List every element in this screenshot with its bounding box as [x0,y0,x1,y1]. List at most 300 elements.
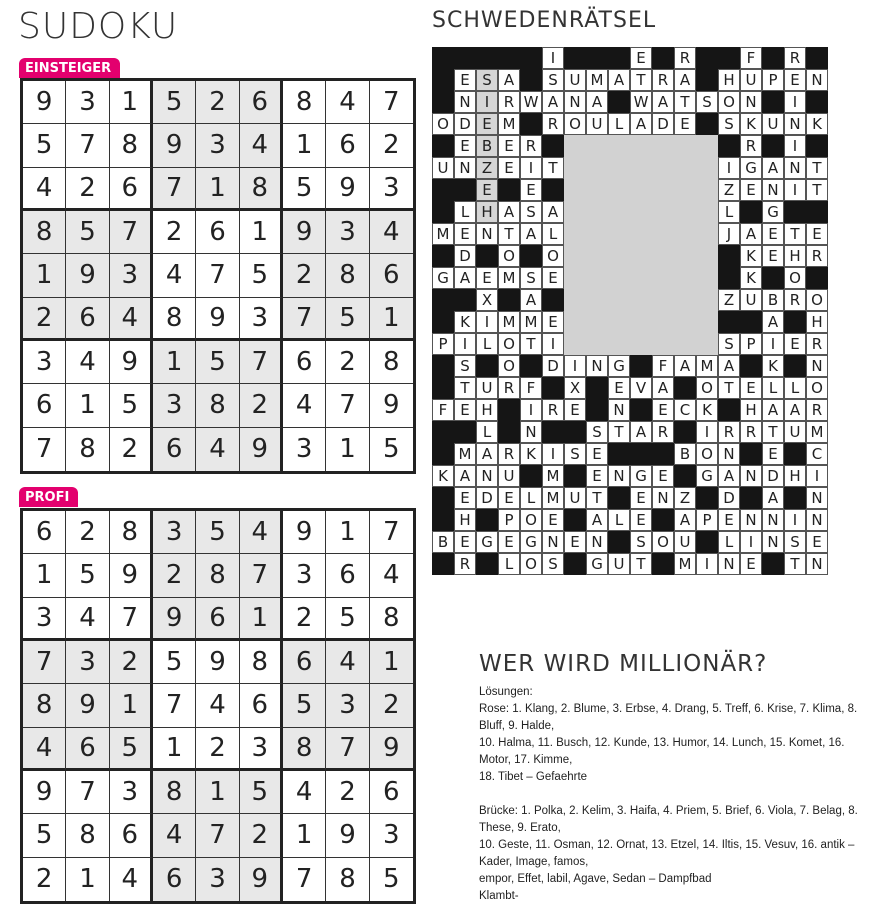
crossword-cell: G [520,531,542,553]
crossword-cell: G [630,465,652,487]
sudoku-cell: 4 [110,858,153,901]
sudoku-cell: 4 [283,771,326,814]
crossword-cell: N [806,355,828,377]
sudoku-cell: 9 [153,124,196,167]
crossword-cell: E [630,487,652,509]
sudoku-cell: 3 [326,211,369,254]
crossword-cell: E [476,267,498,289]
crossword-cell: M [498,311,520,333]
sudoku-cell: 4 [153,254,196,297]
sudoku-cell: 8 [326,254,369,297]
sudoku-cell: 6 [326,124,369,167]
sudoku-cell: 6 [370,771,413,814]
crossword-cell: W [520,91,542,113]
sudoku-cell: 2 [283,254,326,297]
sudoku-cell: 3 [370,168,413,211]
crossword-cell: O [696,443,718,465]
crossword-cell: K [740,245,762,267]
crossword-cell: P [498,509,520,531]
sudoku-cell: 2 [110,428,153,471]
crossword-cell: L [608,113,630,135]
crossword-cell: S [564,443,586,465]
sudoku-cell: 4 [370,554,413,597]
sudoku-cell: 7 [283,858,326,901]
crossword-cell: S [454,355,476,377]
crossword-cell: E [740,377,762,399]
crossword-cell: G [762,201,784,223]
crossword-cell: E [630,509,652,531]
crossword-cell: U [476,377,498,399]
quiz-title: WER WIRD MILLIONÄR? [479,651,768,677]
crossword-cell: I [520,399,542,421]
crossword-cell: D [542,355,564,377]
crossword-cell: A [762,487,784,509]
crossword-cell: E [454,399,476,421]
crossword-cell: K [454,311,476,333]
sudoku-cell: 4 [196,684,239,727]
sudoku-cell: 1 [153,341,196,384]
crossword-cell: G [432,267,454,289]
sudoku-cell: 5 [383,434,400,465]
sudoku-cell: 1 [240,211,283,254]
sudoku-cell: 7 [326,384,369,427]
sudoku-cell: 1 [283,814,326,857]
crossword-cell: S [696,91,718,113]
crossword-cell: R [674,47,696,69]
crossword-cell: E [586,465,608,487]
crossword-cell: L [520,487,542,509]
crossword-cell: O [520,509,542,531]
crossword-cell: E [564,399,586,421]
sudoku-cell: 8 [153,298,196,341]
crossword-cell: E [586,443,608,465]
sudoku-cell: 3 [153,384,196,427]
sudoku-cell: 4 [153,814,196,857]
sudoku-cell: 5 [66,211,109,254]
crossword-cell: D [454,113,476,135]
crossword-cell: N [718,553,740,575]
sudoku-cell: 7 [110,598,153,641]
crossword-cell: H [784,465,806,487]
crossword-cell: E [542,267,564,289]
crossword-cell: O [718,91,740,113]
crossword-cell: I [784,91,806,113]
crossword-cell: N [762,179,784,201]
sudoku-cell: 8 [240,168,283,211]
crossword-cell: D [762,465,784,487]
sudoku-cell: 6 [66,298,109,341]
sudoku-cell: 8 [326,858,369,901]
crossword-cell: D [454,245,476,267]
sudoku-cell: 2 [23,298,66,341]
level-badge-einsteiger: EINSTEIGER [19,58,120,78]
crossword-cell: E [674,113,696,135]
crossword-cell: H [740,399,762,421]
crossword-cell: I [476,311,498,333]
crossword-cell: X [564,377,586,399]
crossword-cell: T [784,553,806,575]
crossword-grid [432,47,828,575]
crossword-cell: S [718,113,740,135]
crossword-cell: B [476,135,498,157]
crossword-cell: S [542,69,564,91]
quiz-solutions [479,684,863,905]
sudoku-cell: 4 [283,384,326,427]
sudoku-cell: 5 [196,341,239,384]
sudoku-cell: 7 [326,728,369,771]
sudoku-cell: 5 [153,641,196,684]
crossword-cell: F [432,399,454,421]
crossword-cell: X [476,289,498,311]
crossword-cell: N [806,487,828,509]
solution-line: Klambt- [479,890,519,902]
sudoku-cell: 4 [66,598,109,641]
crossword-cell: E [784,69,806,91]
crossword-cell: L [762,377,784,399]
crossword-cell: A [740,223,762,245]
crossword-cell: M [498,267,520,289]
sudoku-cell: 6 [66,728,109,771]
crossword-cell: T [806,157,828,179]
sudoku-cell: 8 [66,428,109,471]
crossword-cell: E [454,223,476,245]
sudoku-cell: 6 [153,858,196,901]
sudoku-cell: 8 [110,511,153,554]
crossword-cell: O [784,267,806,289]
crossword-cell: M [454,443,476,465]
crossword-cell: A [718,355,740,377]
crossword-cell: H [718,69,740,91]
sudoku-cell: 5 [23,814,66,857]
solution-line: Rose: 1. Klang, 2. Blume, 3. Erbse, 4. Drang, 5. Treff, 6. Krise, 7. Klima, 8. Bluff, 9. Halde, [479,703,858,732]
sudoku-cell: 6 [110,168,153,211]
sudoku-cell: 8 [196,384,239,427]
crossword-cell: N [520,421,542,443]
sudoku-cell: 2 [196,728,239,771]
sudoku-cell: 3 [370,814,413,857]
sudoku-cell: 8 [153,771,196,814]
sudoku-cell: 9 [110,554,153,597]
crossword-cell: P [432,333,454,355]
sudoku-title: SUDOKU [18,6,179,47]
crossword-cell: A [630,113,652,135]
crossword-cell: L [454,201,476,223]
crossword-cell: G [586,553,608,575]
crossword-cell: E [498,157,520,179]
crossword-cell: E [630,47,652,69]
sudoku-cell: 8 [110,124,153,167]
sudoku-cell: 6 [283,341,326,384]
crossword-cell: O [542,245,564,267]
crossword-cell: R [652,421,674,443]
crossword-cell: U [586,113,608,135]
sudoku-cell: 3 [283,554,326,597]
crossword-cell: R [652,69,674,91]
crossword-cell: A [520,289,542,311]
crossword-cell: N [762,531,784,553]
sudoku-cell: 7 [66,124,109,167]
crossword-cell: W [630,91,652,113]
crossword-cell: U [564,69,586,91]
crossword-cell: A [674,355,696,377]
crossword-cell: T [498,223,520,245]
sudoku-cell: 2 [326,771,369,814]
sudoku-cell: 3 [66,641,109,684]
sudoku-cell: 7 [370,81,413,124]
sudoku-cell: 1 [240,598,283,641]
sudoku-cell: 9 [153,598,196,641]
sudoku-cell: 9 [196,641,239,684]
crossword-cell: C [674,399,696,421]
crossword-cell: T [806,179,828,201]
crossword-cell: I [542,47,564,69]
crossword-cell: N [564,91,586,113]
crossword-cell: A [674,69,696,91]
sudoku-cell: 9 [326,814,369,857]
crossword-cell: N [652,487,674,509]
crossword-cell: I [542,443,564,465]
crossword-cell: A [454,465,476,487]
sudoku-cell: 5 [110,728,153,771]
sudoku-cell: 7 [196,254,239,297]
sudoku-cell: 1 [110,684,153,727]
crossword-cell: F [652,355,674,377]
sudoku-cell: 4 [326,81,369,124]
crossword-cell: E [454,135,476,157]
sudoku-cell: 5 [283,684,326,727]
crossword-cell: I [740,531,762,553]
sudoku-cell: 2 [370,124,413,167]
crossword-cell: M [674,553,696,575]
crossword-cell: K [740,267,762,289]
sudoku-grid-einsteiger [20,78,416,474]
crossword-cell: U [740,69,762,91]
sudoku-cell: 8 [196,554,239,597]
crossword-cell: T [630,69,652,91]
crossword-cell: R [498,443,520,465]
crossword-cell: T [542,157,564,179]
sudoku-cell: 1 [283,124,326,167]
crossword-cell: A [586,91,608,113]
crossword-cell: R [784,47,806,69]
sudoku-cell: 4 [66,341,109,384]
crossword-cell: E [762,223,784,245]
sudoku-cell: 5 [326,598,369,641]
crossword-cell: A [784,399,806,421]
crossword-cell: T [608,421,630,443]
crossword-cell: A [520,223,542,245]
crossword-cell: S [520,267,542,289]
crossword-cell: O [652,531,674,553]
level-badge-profi: PROFI [19,487,78,507]
sudoku-cell: 5 [240,254,283,297]
crossword-cell: N [718,443,740,465]
sudoku-cell: 8 [370,341,413,384]
crossword-cell: N [740,509,762,531]
crossword-cell: R [740,421,762,443]
sudoku-cell: 7 [23,641,66,684]
sudoku-cell: 6 [240,684,283,727]
crossword-cell: O [498,245,520,267]
crossword-cell: E [454,531,476,553]
sudoku-cell: 5 [196,511,239,554]
crossword-cell: T [762,421,784,443]
sudoku-cell: 1 [23,254,66,297]
sudoku-cell: 9 [23,771,66,814]
sudoku-cell: 1 [66,384,109,427]
crossword-cell: E [454,487,476,509]
crossword-cell: M [542,487,564,509]
crossword-cell: U [740,289,762,311]
crossword-cell: E [718,509,740,531]
solution-line: 10. Halma, 11. Busch, 12. Kunde, 13. Humor, 14. Lunch, 15. Komet, 16. Motor, 17. Kimme, [479,737,845,766]
crossword-cell: O [564,113,586,135]
crossword-cell: K [762,355,784,377]
crossword-cell: S [542,553,564,575]
sudoku-grid-profi [20,508,416,904]
crossword-cell: E [652,399,674,421]
crossword-cell: N [806,509,828,531]
crossword-cell: E [806,531,828,553]
sudoku-cell: 7 [153,168,196,211]
crossword-cell: G [740,157,762,179]
solution-line: empor, Effet, labil, Agave, Sedan – Dampfbad [479,873,712,885]
sudoku-cell: 7 [370,511,413,554]
crossword-cell: M [498,113,520,135]
sudoku-cell: 2 [240,384,283,427]
crossword-cell: Z [718,289,740,311]
crossword-cell: N [806,553,828,575]
sudoku-cell: 7 [240,341,283,384]
crossword-cell: M [806,421,828,443]
crossword-cell: A [498,201,520,223]
sudoku-cell: 2 [110,641,153,684]
sudoku-cell: 4 [110,298,153,341]
crossword-cell: I [806,465,828,487]
sudoku-cell: 2 [66,511,109,554]
crossword-cell: V [630,377,652,399]
sudoku-cell: 2 [283,598,326,641]
crossword-cell: T [674,91,696,113]
crossword-cell: A [718,465,740,487]
crossword-cell: Z [674,487,696,509]
crossword-cell: F [740,47,762,69]
crossword-cell: I [762,333,784,355]
sudoku-cell: 3 [110,254,153,297]
crossword-cell: J [718,223,740,245]
sudoku-cell: 8 [23,684,66,727]
sudoku-cell: 8 [23,211,66,254]
sudoku-cell: 3 [196,858,239,901]
crossword-cell: A [762,157,784,179]
crossword-cell: E [498,531,520,553]
crossword-cell: E [542,311,564,333]
crossword-cell: G [696,465,718,487]
sudoku-cell: 8 [283,81,326,124]
crossword-cell: H [454,509,476,531]
sudoku-cell: 5 [153,81,196,124]
crossword-cell: G [608,355,630,377]
crossword-cell: E [564,531,586,553]
crossword-cell: L [476,421,498,443]
crossword-cell: O [498,333,520,355]
crossword-cell: A [498,69,520,91]
crossword-cell: A [762,399,784,421]
crossword-cell: E [542,509,564,531]
crossword-cell: N [784,113,806,135]
crossword-cell: I [718,157,740,179]
sudoku-cell: 2 [153,211,196,254]
crossword-cell: K [432,465,454,487]
sudoku-cell: 5 [240,771,283,814]
sudoku-cell: 9 [370,728,413,771]
crossword-cell: I [784,509,806,531]
sudoku-cell: 4 [240,511,283,554]
sudoku-cell: 1 [196,771,239,814]
crossword-cell: P [740,333,762,355]
crossword-cell: N [454,157,476,179]
sudoku-cell: 2 [240,814,283,857]
sudoku-cell: 3 [153,511,196,554]
crossword-cell: K [520,443,542,465]
sudoku-cell: 7 [283,298,326,341]
sudoku-cell: 6 [110,814,153,857]
crossword-cell: A [454,267,476,289]
crossword-cell: H [806,311,828,333]
sudoku-cell: 4 [370,211,413,254]
sudoku-cell: 1 [153,728,196,771]
crossword-cell: O [806,289,828,311]
sudoku-cell: 2 [23,858,66,901]
crossword-cell: E [740,553,762,575]
crossword-cell: T [630,553,652,575]
crossword-cell: L [476,333,498,355]
sudoku-cell: 2 [66,168,109,211]
crossword-cell: D [652,113,674,135]
crossword-cell: E [740,179,762,201]
crossword-cell: R [740,135,762,157]
sudoku-cell: 5 [66,554,109,597]
sudoku-cell: 6 [326,554,369,597]
sudoku-cell: 8 [283,728,326,771]
crossword-cell: N [586,531,608,553]
crossword-cell: I [784,179,806,201]
crossword-cell: K [740,113,762,135]
sudoku-cell: 4 [240,124,283,167]
sudoku-cell: 3 [240,728,283,771]
sudoku-cell: 2 [370,684,413,727]
sudoku-cell: 3 [66,81,109,124]
crossword-cell: I [476,91,498,113]
sudoku-cell: 1 [370,641,413,684]
sudoku-cell: 1 [66,858,109,901]
crossword-cell: S [520,201,542,223]
sudoku-cell: 6 [283,641,326,684]
crossword-cell: R [520,135,542,157]
sudoku-cell: 1 [196,168,239,211]
crossword-cell: U [564,487,586,509]
crossword-cell: C [806,443,828,465]
crossword-cell: I [520,157,542,179]
sudoku-cell: 4 [326,641,369,684]
crossword-cell: M [696,355,718,377]
sudoku-cell: 6 [23,384,66,427]
crossword-cell: E [762,245,784,267]
crossword-cell: B [432,531,454,553]
crossword-cell: L [784,377,806,399]
crossword-cell: E [520,179,542,201]
sudoku-cell: 5 [283,168,326,211]
